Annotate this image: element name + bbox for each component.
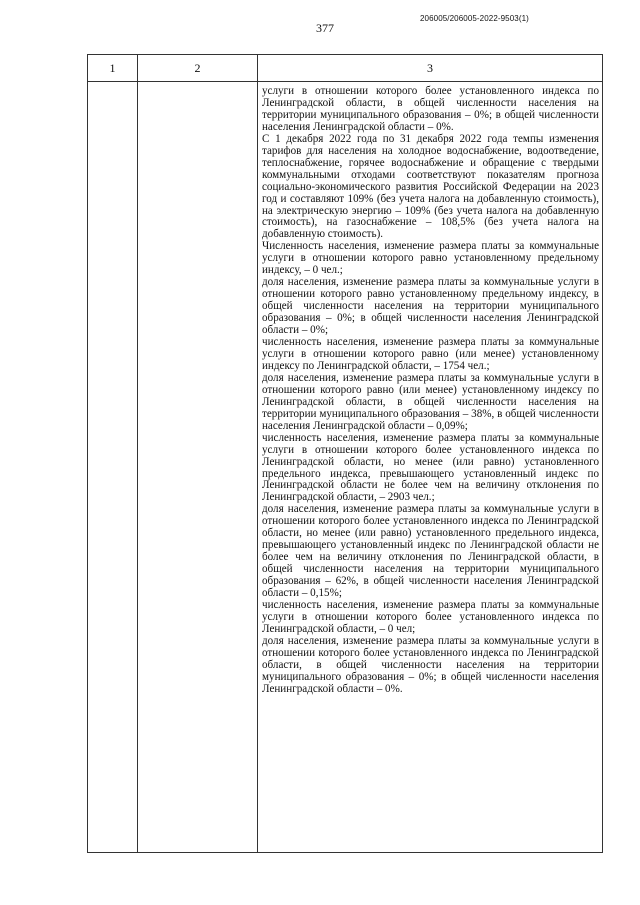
- paragraph: доля населения, изменение размера платы за коммунальные услуги в отношении которого равно (или менее) установленному индексу по Ленинградской области, в общей численности населения на территории муниципального образования – 38%, в общей численности населения Ленинградской области – 0,09%;: [262, 371, 599, 432]
- paragraph: численность населения, изменение размера платы за коммунальные услуги в отношении которого более установленного индекса по Ленинградской области, – 0 чел;: [262, 598, 599, 635]
- cell-column-2: [138, 82, 258, 853]
- paragraph: услуги в отношении которого более установленного индекса по Ленинградской области, в общей численности населения на территории муниципального образования – 0%; в общей численности населения Ленинградской области – 0%.: [262, 85, 599, 133]
- document-code: 206005/206005-2022-9503(1): [420, 14, 529, 23]
- table-row: [88, 82, 603, 853]
- cell-column-1: [88, 82, 138, 853]
- column-header-3: 3: [258, 55, 603, 82]
- paragraph: численность населения, изменение размера платы за коммунальные услуги в отношении которого равно (или менее) установленному индексу по Ленинградской области, – 1754 чел.;: [262, 336, 599, 372]
- table-header-row: [88, 55, 603, 82]
- page-number: 377: [316, 21, 334, 35]
- column-header-1: 1: [88, 55, 138, 82]
- paragraph: численность населения, изменение размера платы за коммунальные услуги в отношении которого более установленного индекса по Ленинградской области, но менее (или равно) установленного предельного индекса, превышающего установленный индекс по Ленинградской области не более чем на величину отклонения по Ленинградской области, – 2903 чел.;: [262, 431, 599, 504]
- paragraph: доля населения, изменение размера платы за коммунальные услуги в отношении которого равно установленному предельному индексу, в общей численности населения на территории муниципального образования – 0%; в общей численности населения Ленинградской области – 0%;: [262, 276, 599, 337]
- paragraph-block: [258, 82, 602, 696]
- cell-column-3: [258, 82, 603, 853]
- paragraph: доля населения, изменение размера платы за коммунальные услуги в отношении которого более установленного индекса по Ленинградской области, но менее (или равно) установленного предельного индекса, превышающего установленный индекс по Ленинградской области не более чем на величину отклонения по Ленинградской области, в общей численности населения на территории муниципального образования – 62%, в общей численности населения Ленинградской области – 0,15%;: [262, 503, 599, 600]
- paragraph: С 1 декабря 2022 года по 31 декабря 2022 года темпы изменения тарифов для населения на холодное водоснабжение, водоотведение, теплоснабжение, горячее водоснабжение и обращение с твердыми коммунальными отходами соответствуют показателям прогноза социально-экономического развития Российской Федерации на 2023 год и составляют 109% (без учета налога на добавленную стоимость), на электрическую энергию – 109% (без учета налога на добавленную стоимость), на газоснабжение – 108,5% (без учета налога на добавленную стоимость).: [262, 132, 599, 241]
- document-table: [87, 54, 603, 853]
- paragraph: Численность населения, изменение размера платы за коммунальные услуги в отношении которого равно установленному предельному индексу, – 0 чел.;: [262, 240, 599, 277]
- column-header-2: 2: [138, 55, 258, 82]
- paragraph: доля населения, изменение размера платы за коммунальные услуги в отношении которого более установленного индекса по Ленинградской области, в общей численности населения на территории муниципального образования – 0%; в общей численности населения Ленинградской области – 0%.: [262, 634, 599, 695]
